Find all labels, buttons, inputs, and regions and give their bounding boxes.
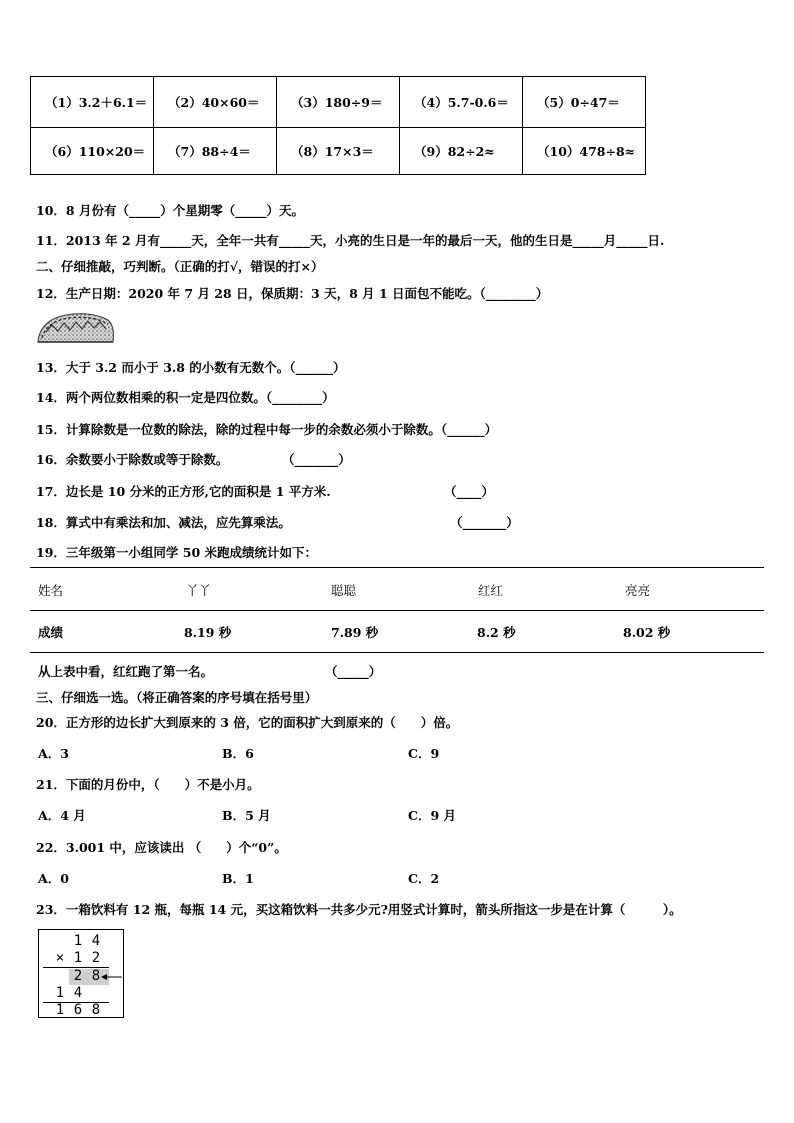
bread-slice-icon [36, 310, 116, 344]
question-18: 18．算式中有乘法和加、减法，应先算乘法。 [36, 515, 291, 530]
digit: 2 [91, 950, 101, 966]
question-21: 21．下面的月份中，（ ）不是小月。 [36, 777, 260, 792]
digit: 6 [73, 1002, 83, 1018]
option-b: B．5 月 [222, 808, 271, 823]
arrow-left-icon [101, 971, 123, 983]
question-13: 13．大于 3.2 而小于 3.8 的小数有无数个。（______） [36, 360, 346, 375]
option-a: A．0 [38, 871, 69, 886]
option-c: C．9 月 [408, 808, 456, 823]
digit: 8 [91, 968, 101, 984]
question-22: 22．3.001 中，应该读出 （ ）个“0”。 [36, 840, 287, 855]
times-sign: × [55, 950, 65, 966]
digit: 1 [73, 950, 83, 966]
score-row-label: 成绩 [38, 625, 64, 640]
calculation-table [30, 76, 646, 175]
option-c: C．9 [408, 746, 440, 761]
question-16: 16．余数要小于除数或等于除数。 [36, 452, 229, 467]
question-23: 23．一箱饮料有 12 瓶，每瓶 14 元，买这箱饮料一共多少元?用竖式计算时，箭头所指这一步是在计算（ ）。 [36, 902, 682, 917]
calc-cell: （7）88÷4＝ [154, 128, 277, 175]
option-b: B．1 [222, 871, 254, 886]
calc-cell: （9）82÷2≈ [400, 128, 523, 175]
question-15: 15．计算除数是一位数的除法，除的过程中每一步的余数必须小于除数。（______） [36, 422, 498, 437]
question-12: 12．生产日期：2020 年 7 月 28 日，保质期：3 天，8 月 1 日面包不能吃。（________） [36, 286, 549, 301]
digit: 8 [91, 1002, 101, 1018]
option-a: A．4 月 [38, 808, 86, 823]
question-14: 14．两个两位数相乘的积一定是四位数。（________） [36, 390, 335, 405]
question-17: 17．边长是 10 分米的正方形,它的面积是 1 平方米. [36, 484, 331, 499]
question-19-statement: 从上表中看，红红跑了第一名。 [38, 664, 214, 679]
question-11: 11．2013 年 2 月有_____天，全年一共有_____天，小亮的生日是一年的最后一天，他的生日是_____月_____日. [36, 233, 665, 248]
score-header-name: 姓名 [38, 583, 64, 598]
question-17-blank: （____） [444, 484, 495, 499]
question-18-blank: （_______） [450, 515, 519, 530]
score-header-student: 丫丫 [186, 583, 212, 598]
digit: 1 [55, 985, 65, 1001]
option-a: A．3 [38, 746, 69, 761]
score-header-student: 亮亮 [625, 583, 651, 598]
score-value: 7.89 秒 [331, 625, 379, 640]
score-table-mid-rule [30, 610, 764, 611]
score-table-bottom-rule [30, 652, 764, 653]
vertical-multiplication [38, 929, 124, 1018]
calc-cell: （1）3.2＋6.1＝ [31, 77, 154, 128]
question-19: 19．三年级第一小组同学 50 米跑成绩统计如下： [36, 545, 317, 560]
table-row [31, 128, 646, 175]
score-header-student: 聪聪 [331, 583, 357, 598]
section-3-heading: 三、仔细选一选。（将正确答案的序号填在括号里） [36, 690, 318, 705]
option-c: C．2 [408, 871, 440, 886]
digit: 1 [55, 1002, 65, 1018]
calc-cell: （4）5.7-0.6＝ [400, 77, 523, 128]
option-b: B．6 [222, 746, 254, 761]
calc-cell: （8）17×3＝ [277, 128, 400, 175]
question-10: 10．8 月份有（_____）个星期零（_____）天。 [36, 203, 304, 218]
calc-cell: （3）180÷9＝ [277, 77, 400, 128]
question-16-blank: （_______） [282, 452, 351, 467]
score-value: 8.2 秒 [477, 625, 516, 640]
calc-cell: （10）478÷8≈ [523, 128, 646, 175]
score-value: 8.02 秒 [623, 625, 671, 640]
digit: 2 [73, 968, 83, 984]
calc-cell: （6）110×20＝ [31, 128, 154, 175]
score-value: 8.19 秒 [184, 625, 232, 640]
question-19-blank: （_____） [325, 664, 382, 679]
digit: 4 [73, 985, 83, 1001]
digit: 4 [91, 933, 101, 949]
digit: 1 [73, 933, 83, 949]
section-2-heading: 二、仔细推敲，巧判断。（正确的打√，错误的打×） [36, 259, 324, 274]
calc-cell: （5）0÷47＝ [523, 77, 646, 128]
question-20: 20．正方形的边长扩大到原来的 3 倍，它的面积扩大到原来的（ ）倍。 [36, 715, 459, 730]
table-row [31, 77, 646, 128]
score-header-student: 红红 [478, 583, 504, 598]
calc-cell: （2）40×60＝ [154, 77, 277, 128]
score-table-top-rule [30, 567, 764, 568]
